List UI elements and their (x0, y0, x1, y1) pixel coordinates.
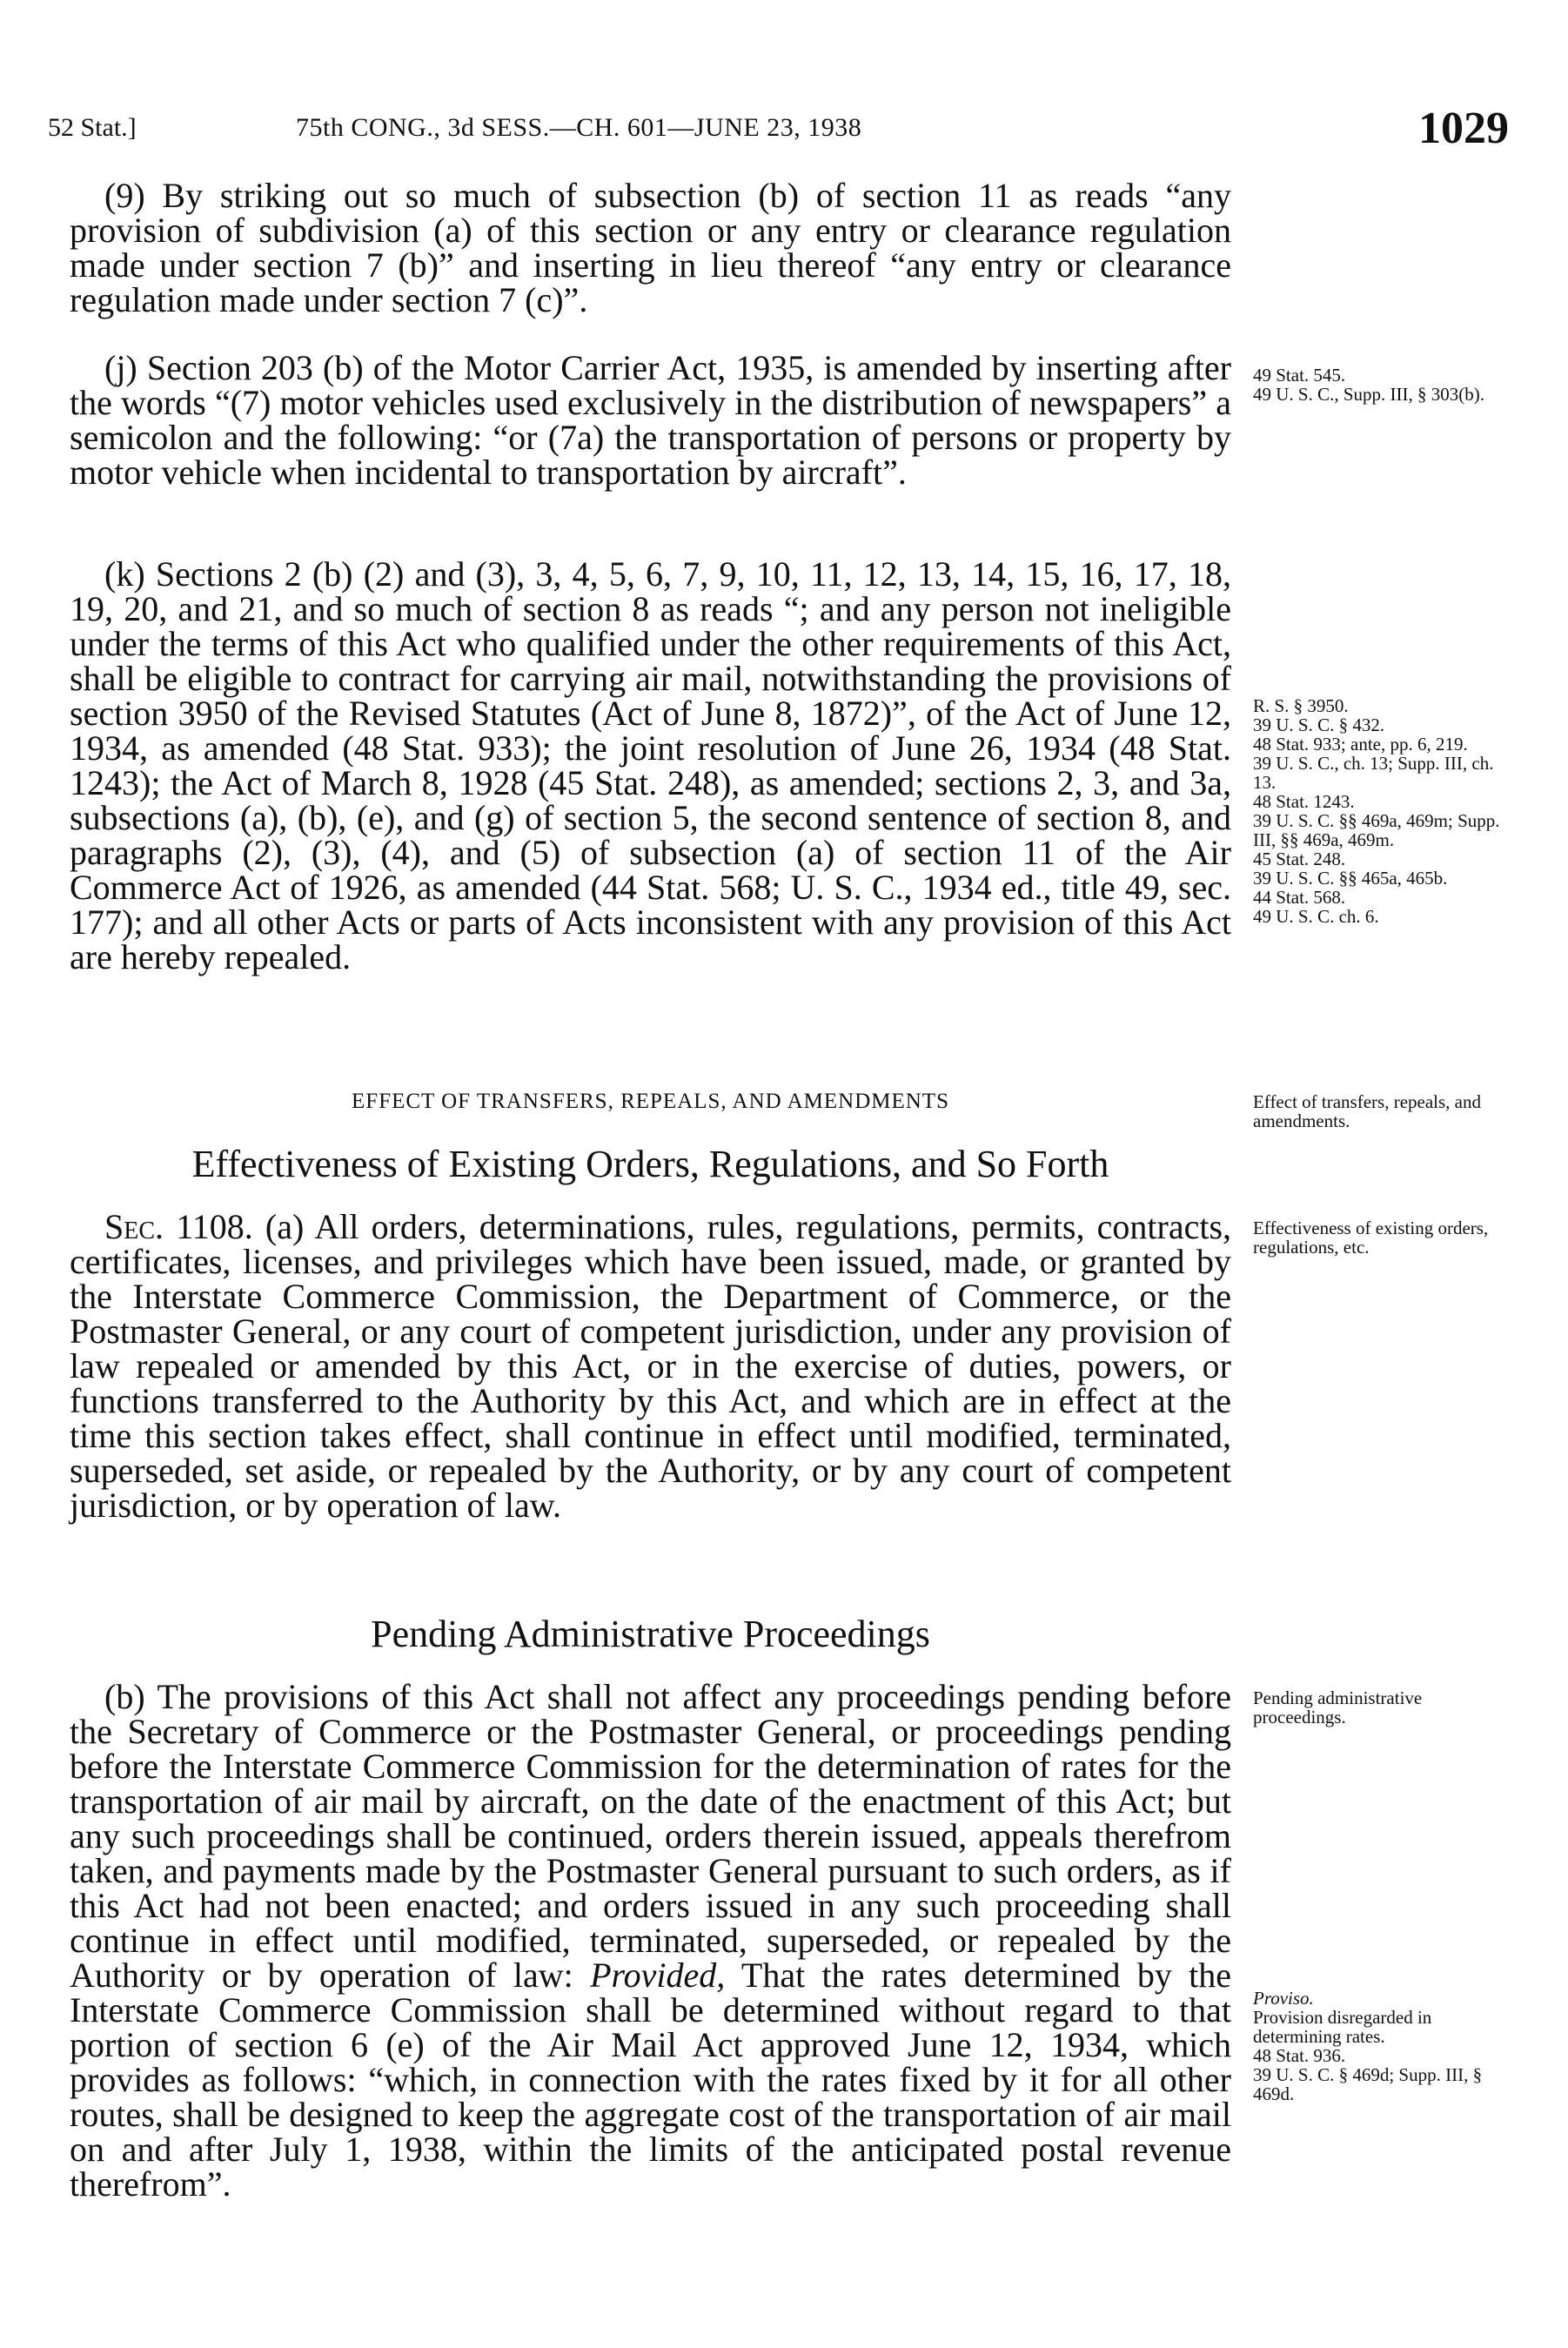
margin-note-1108: Effectiveness of existing orders, regulations, etc. (1253, 1218, 1489, 1258)
section-1108 (70, 1207, 1232, 1525)
margin-note: 48 Stat. 936. (1253, 2045, 1346, 2066)
margin-note: 49 U. S. C., Supp. III, § 303(b). (1253, 384, 1484, 405)
header-statute-ref: 52 Stat.] (48, 113, 137, 142)
paragraph-k-text: (k) Sections 2 (b) (2) and (3), 3, 4, 5, 6, 7, 9, 10, 11, 12, 13, 14, 15, 16, 17, 18, 19, 20, and 21, and so much of section 8 as reads “; and any person not ineligible under the terms of this Act who qualified under the other requirements of this Act, shall be eligible to contract for carrying air mail, notwithstanding the provisions of section 3950 of the Revised Statutes (Act of June 8, 1872)”, of the Act of June 12, 1934, as amended (48 Stat. 933); the joint resolution of June 26, 1934 (48 Stat. 1243); the Act of March 8, 1928 (45 Stat. 248), as amended; sections 2, 3, and 3a, subsections (a), (b), (e), and (g) of section 5, the second sentence of section 8, and paragraphs (2), (3), (4), and (5) of subsection (a) of section 11 of the Air Commerce Act of 1926, as amended (44 Stat. 568; U. S. C., 1934 ed., title 49, sec. 177); and all other Acts or parts of Acts inconsistent with any provision of this Act are hereby repealed. (70, 554, 1231, 976)
subheading-pending-proceedings: Pending Administrative Proceedings (371, 1613, 930, 1655)
header-session-chapter: 75th CONG., 3d SESS.—CH. 601—JUNE 23, 1938 (296, 113, 862, 142)
margin-note: 39 U. S. C. § 432. (1253, 714, 1385, 735)
section-heading: EFFECT OF TRANSFERS, REPEALS, AND AMENDMENTS (352, 1090, 949, 1113)
paragraph-b (70, 1677, 1232, 2204)
subheading-existing-orders: Effectiveness of Existing Orders, Regulations, and So Forth (191, 1143, 1109, 1185)
section-label: Sec. 1108. (104, 1207, 253, 1246)
paragraph-9 (70, 178, 1231, 318)
margin-note: 49 U. S. C. ch. 6. (1253, 906, 1379, 927)
proviso-word: Provided, (590, 1956, 726, 1995)
margin-note: 39 U. S. C. §§ 469a, 469m; Supp. III, §§ 469a, 469m. (1253, 810, 1500, 850)
margin-note: Provision disregarded in determining rates. (1253, 2007, 1432, 2047)
paragraph-b-text: (b) The provisions of this Act shall not affect any proceedings pending before the Secretary of Commerce or the Postmaster General, or proceedings pending before the Interstate Commerce Commission for the determination of rates for the transportation of air mail by aircraft, on the date of the enactment of this Act; but any such proceedings shall be continued, orders therein issued, appeals therefrom taken, and payments made by the Postmaster General pursuant to such orders, as if this Act had not been enacted; and orders issued in any such proceeding shall continue in effect until modified, terminated, superseded, or repealed by the Authority or by operation of law: (70, 1677, 1231, 1995)
margin-notes-j (1253, 366, 1505, 404)
margin-note: 44 Stat. 568. (1253, 887, 1346, 908)
margin-notes-k (1253, 696, 1505, 926)
margin-note: 49 Stat. 545. (1253, 365, 1346, 386)
margin-note: 48 Stat. 933; ante, pp. 6, 219. (1253, 734, 1468, 755)
margin-note-proviso-label: Proviso. (1253, 1988, 1314, 2009)
margin-note: 39 U. S. C., ch. 13; Supp. III, ch. 13. (1253, 753, 1494, 793)
paragraph-9-text: (9) By striking out so much of subsection (b) of section 11 as reads “any provision of subdivision (a) of this section or any entry or clearance regulation made under section 7 (b)” and inserting in lieu thereof “any entry or clearance regulation made under section 7 (c)”. (70, 176, 1231, 319)
margin-note: 48 Stat. 1243. (1253, 791, 1355, 812)
proviso-text: That the rates determined by the Interstate Commerce Commission shall be determined without regard to that portion of section 6 (e) of the Air Mail Act approved June 12, 1934, which provides as follows: “which, in connection with the rates fixed by it for all other routes, shall be designed to keep the aggregate cost of the transportation of air mail on and after July 1, 1938, within the limits of the anticipated postal revenue therefrom”. (70, 1956, 1232, 2204)
section-1108-text: (a) All orders, determinations, rules, regulations, permits, contracts, certificates, licenses, and privileges which have been issued, made, or granted by the Interstate Commerce Commission, the Department of Commerce, or the Postmaster General, or any court of competent jurisdiction, under any provision of law repealed or amended by this Act, or in the exercise of duties, powers, or functions transferred to the Authority by this Act, and which are in effect at the time this section takes effect, shall continue in effect until modified, terminated, superseded, set aside, or repealed by the Authority, or by any court of competent jurisdiction, or by operation of law. (70, 1207, 1232, 1525)
margin-notes-proviso (1253, 1989, 1505, 2103)
paragraph-k (70, 554, 1231, 976)
page-number: 1029 (1418, 104, 1509, 153)
paragraph-j-text: (j) Section 203 (b) of the Motor Carrier Act, 1935, is amended by inserting after the words “(7) motor vehicles used exclusively in the distribution of newspapers” a semicolon and the following: “or (7a) the transportation of persons or property by motor vehicle when incidental to transportation by aircraft”. (70, 348, 1231, 492)
margin-note: 45 Stat. 248. (1253, 849, 1346, 869)
paragraph-j (70, 348, 1231, 492)
margin-note-effect: Effect of transfers, repeals, and amendments. (1253, 1091, 1481, 1131)
margin-note: 39 U. S. C. § 469d; Supp. III, § 469d. (1253, 2064, 1483, 2104)
margin-note-pending: Pending administrative proceedings. (1253, 1687, 1423, 1727)
margin-note: R. S. § 3950. (1253, 695, 1349, 716)
margin-note: 39 U. S. C. §§ 465a, 465b. (1253, 868, 1448, 889)
